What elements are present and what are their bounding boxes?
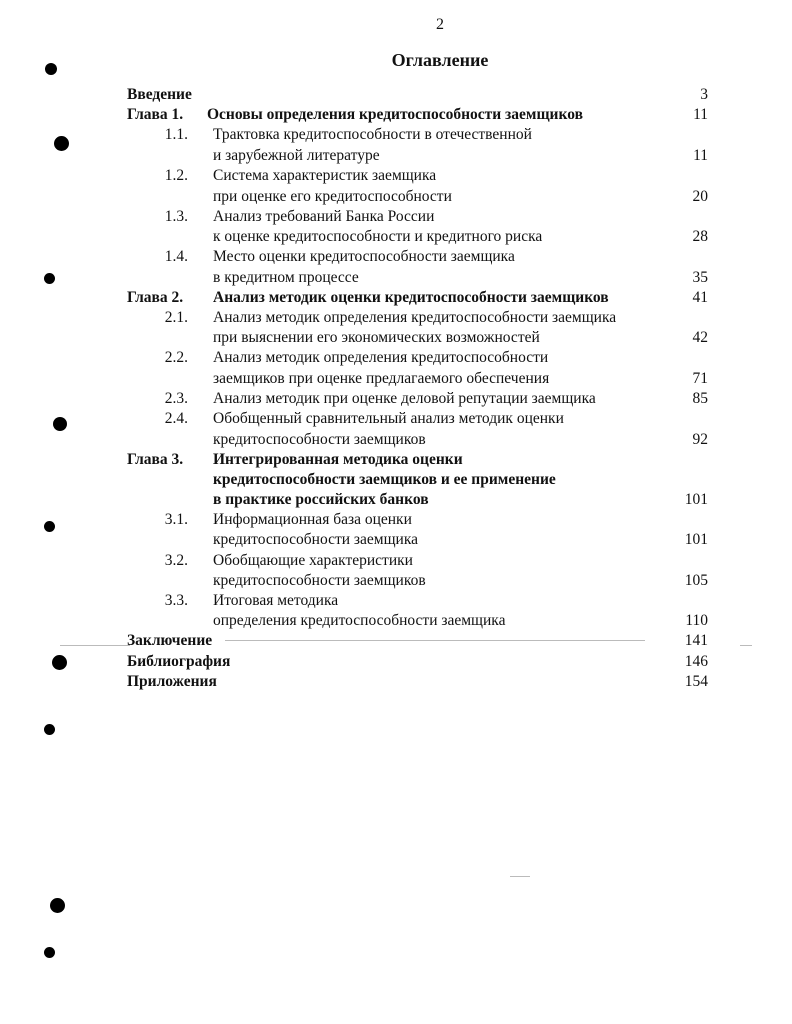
toc-s1-3-number: 1.3. xyxy=(164,208,188,225)
toc-ch3-line1: Интегрированная методика оценки xyxy=(213,451,463,468)
toc-intro-label: Введение xyxy=(127,86,192,103)
punch-hole xyxy=(50,898,65,913)
scan-artifact xyxy=(740,645,752,646)
punch-hole xyxy=(44,724,55,735)
toc-s2-1-line1: Анализ методик определения кредитоспособности заемщика xyxy=(213,309,617,326)
toc-ch1-page: 11 xyxy=(693,106,708,123)
toc-ch2-label: Глава 2. xyxy=(127,289,184,306)
page-number: 2 xyxy=(436,16,444,33)
toc-s1-2-line1: Система характеристик заемщика xyxy=(213,167,437,184)
toc-ch1-title: Основы определения кредитоспособности заемщиков xyxy=(207,106,583,123)
toc-ch2-title: Анализ методик оценки кредитоспособности заемщиков xyxy=(213,289,609,306)
toc-ch3-label: Глава 3. xyxy=(127,451,184,468)
toc-ch2-page: 41 xyxy=(692,289,708,306)
toc-s1-2-page: 20 xyxy=(692,188,708,205)
toc-s1-4-line2: в кредитном процессе xyxy=(213,269,359,286)
toc-s1-4-page: 35 xyxy=(692,269,708,286)
toc-s2-2-line1: Анализ методик определения кредитоспособности xyxy=(213,349,549,366)
punch-hole xyxy=(44,947,55,958)
toc-s1-2-number: 1.2. xyxy=(164,167,188,184)
toc-s2-1-line2: при выяснении его экономических возможностей xyxy=(213,329,540,346)
toc-bibliography-label: Библиография xyxy=(127,653,231,670)
toc-bibliography-page: 146 xyxy=(684,653,708,670)
toc-intro-page: 3 xyxy=(700,86,708,103)
toc-s3-2-line1: Обобщающие характеристики xyxy=(213,552,413,569)
toc-appendices-page: 154 xyxy=(684,673,708,690)
toc-s3-2-line2: кредитоспособности заемщиков xyxy=(213,572,426,589)
punch-hole xyxy=(52,655,67,670)
toc-s2-2-page: 71 xyxy=(692,370,708,387)
toc-s1-1-number: 1.1. xyxy=(164,126,188,143)
toc-s1-3-page: 28 xyxy=(692,228,708,245)
toc-s2-3-page: 85 xyxy=(692,390,708,407)
toc-s3-1-line2: кредитоспособности заемщика xyxy=(213,531,419,548)
toc-s3-1-page: 101 xyxy=(684,531,708,548)
scan-artifact xyxy=(510,876,530,877)
toc-s1-4-line1: Место оценки кредитоспособности заемщика xyxy=(213,248,515,265)
toc-s1-1-page: 11 xyxy=(693,147,708,164)
punch-hole xyxy=(44,521,55,532)
scan-artifact xyxy=(60,645,130,646)
toc-s2-4-page: 92 xyxy=(692,431,708,448)
toc-ch3-page: 101 xyxy=(684,491,708,508)
punch-hole xyxy=(44,273,55,284)
toc-s3-2-page: 105 xyxy=(684,572,708,589)
toc-s3-3-line2: определения кредитоспособности заемщика xyxy=(213,612,506,629)
toc-s2-1-page: 42 xyxy=(692,329,708,346)
toc-s1-3-line1: Анализ требований Банка России xyxy=(213,208,435,225)
toc-s2-4-number: 2.4. xyxy=(164,410,188,427)
toc-ch3-line2: кредитоспособности заемщиков и ее применение xyxy=(213,471,556,488)
toc-s2-2-line2: заемщиков при оценке предлагаемого обеспечения xyxy=(213,370,550,387)
page-title: Оглавление xyxy=(391,50,489,70)
toc-s2-4-line2: кредитоспособности заемщиков xyxy=(213,431,426,448)
toc-s3-1-number: 3.1. xyxy=(164,511,188,528)
toc-s1-1-line2: и зарубежной литературе xyxy=(213,147,380,164)
toc-s2-3-number: 2.3. xyxy=(164,390,188,407)
toc-s2-1-number: 2.1. xyxy=(164,309,188,326)
toc-s3-3-number: 3.3. xyxy=(164,592,188,609)
toc-s1-1-line1: Трактовка кредитоспособности в отечественной xyxy=(213,126,532,143)
toc-s2-4-line1: Обобщенный сравнительный анализ методик оценки xyxy=(213,410,564,427)
toc-s1-2-line2: при оценке его кредитоспособности xyxy=(213,188,452,205)
toc-s2-3-line1: Анализ методик при оценке деловой репутации заемщика xyxy=(213,390,596,407)
toc-s3-2-number: 3.2. xyxy=(164,552,188,569)
toc-s2-2-number: 2.2. xyxy=(164,349,188,366)
punch-hole xyxy=(53,417,67,431)
toc-s1-3-line2: к оценке кредитоспособности и кредитного риска xyxy=(213,228,543,245)
scan-artifact xyxy=(225,640,645,641)
toc-s3-3-line1: Итоговая методика xyxy=(213,592,339,609)
toc-ch1-label: Глава 1. xyxy=(127,106,184,123)
toc-s3-1-line1: Информационная база оценки xyxy=(213,511,412,528)
toc-s3-3-page: 110 xyxy=(685,612,708,629)
toc-appendices-label: Приложения xyxy=(127,673,217,690)
toc-ch3-line3: в практике российских банков xyxy=(213,491,429,508)
toc-conclusion-page: 141 xyxy=(684,632,708,649)
punch-hole xyxy=(54,136,69,151)
toc-s1-4-number: 1.4. xyxy=(164,248,188,265)
toc-conclusion-label: Заключение xyxy=(127,632,213,649)
